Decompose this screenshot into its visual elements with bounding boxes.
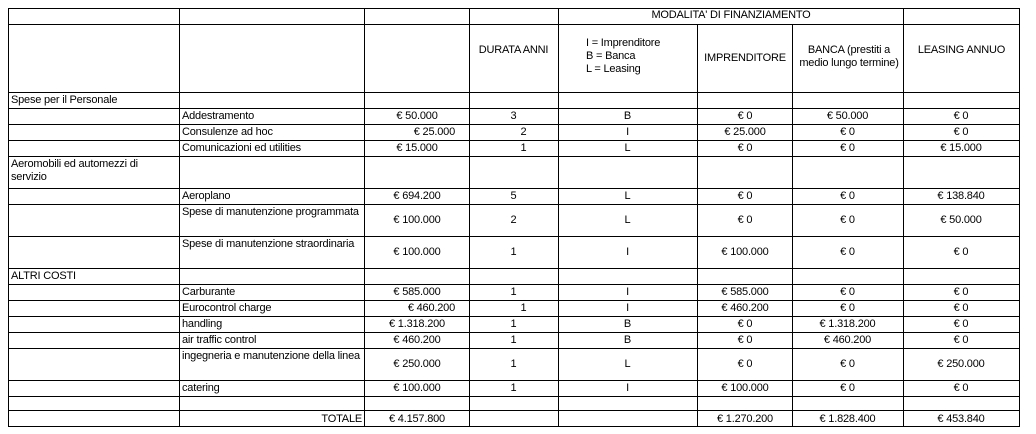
header-legend: [586, 37, 660, 76]
grid-line: [8, 92, 1020, 93]
item-mode: I: [626, 286, 629, 298]
item-imprenditore: € 100.000: [721, 246, 769, 258]
grid-line: [8, 332, 1020, 333]
item-name: Addestramento: [182, 110, 254, 122]
item-years: 1: [520, 142, 527, 154]
item-years: 1: [510, 334, 517, 346]
item-imprenditore: € 0: [737, 334, 753, 346]
item-imprenditore: € 0: [737, 318, 753, 330]
grid-line: [8, 108, 1020, 109]
item-imprenditore: € 0: [737, 110, 753, 122]
grid-line: [8, 426, 1020, 427]
section-aeromobili: Aeromobili ed automezzi di servizio: [11, 158, 138, 183]
grid-line: [8, 316, 1020, 317]
item-leasing: € 0: [953, 318, 969, 330]
grid-line: [8, 300, 1020, 301]
item-leasing: € 0: [953, 126, 969, 138]
spreadsheet: [8, 8, 1020, 434]
item-years: 1: [510, 358, 517, 370]
grid-line: [8, 124, 1020, 125]
item-banca: € 0: [840, 126, 855, 138]
item-mode: B: [623, 110, 632, 122]
item-name: Spese di manutenzione programmata: [182, 206, 359, 218]
item-leasing: € 15.000: [940, 142, 982, 154]
item-banca: € 0: [840, 214, 855, 226]
header-banca: BANCA (prestiti a medio lungo termine): [799, 44, 899, 69]
item-years: 3: [510, 110, 517, 122]
item-mode: B: [623, 318, 632, 330]
item-banca: € 0: [840, 382, 855, 394]
item-imprenditore: € 100.000: [721, 382, 769, 394]
header-durata: DURATA ANNI: [478, 44, 549, 56]
item-leasing: € 0: [953, 110, 969, 122]
item-cost: € 25.000: [413, 126, 455, 138]
header-leasing: LEASING ANNUO: [917, 44, 1006, 56]
item-name: Consulenze ad hoc: [182, 126, 273, 138]
item-cost: € 15.000: [396, 142, 438, 154]
item-banca: € 460.200: [823, 334, 872, 346]
grid-line: [179, 8, 180, 426]
item-leasing: € 0: [953, 302, 969, 314]
item-cost: € 694.200: [393, 190, 441, 202]
total-cost: € 4.157.800: [389, 413, 445, 425]
item-banca: € 0: [840, 286, 855, 298]
item-name: handling: [182, 318, 222, 330]
item-name: catering: [182, 382, 220, 394]
item-cost: € 250.000: [393, 358, 441, 370]
item-leasing: € 138.840: [937, 190, 985, 202]
item-mode: B: [623, 334, 632, 346]
item-cost: € 100.000: [393, 246, 441, 258]
total-banca: € 1.828.400: [819, 413, 876, 425]
item-years: 2: [520, 126, 527, 138]
item-years: 1: [510, 286, 517, 298]
item-years: 2: [510, 214, 517, 226]
grid-line: [1019, 8, 1020, 426]
legend-line: I = Imprenditore: [586, 37, 661, 49]
item-mode: I: [626, 382, 629, 394]
item-imprenditore: € 0: [737, 142, 753, 154]
item-imprenditore: € 25.000: [724, 126, 766, 138]
item-years: 5: [510, 190, 517, 202]
item-imprenditore: € 0: [737, 358, 753, 370]
grid-line: [8, 268, 1020, 269]
legend-line: B = Banca: [586, 50, 636, 62]
grid-line: [8, 24, 1020, 25]
grid-line: [8, 204, 1020, 205]
item-banca: € 0: [840, 142, 855, 154]
section-altri: ALTRI COSTI: [11, 270, 76, 282]
item-years: 1: [510, 246, 517, 258]
item-cost: € 50.000: [396, 110, 438, 122]
total-label: TOTALE: [321, 413, 362, 425]
grid-line: [8, 236, 1020, 237]
grid-line: [8, 188, 1020, 189]
grid-line: [8, 396, 1020, 397]
item-cost: € 460.200: [393, 334, 441, 346]
item-name: air traffic control: [182, 334, 257, 346]
item-leasing: € 50.000: [940, 214, 982, 226]
grid-line: [8, 8, 9, 426]
item-banca: € 50.000: [826, 110, 869, 122]
item-mode: I: [626, 126, 629, 138]
item-mode: I: [626, 302, 629, 314]
item-leasing: € 0: [953, 382, 969, 394]
item-years: 1: [510, 382, 517, 394]
item-name: ingegneria e manutenzione della linea: [182, 350, 360, 362]
item-banca: € 0: [840, 302, 855, 314]
grid-line: [8, 140, 1020, 141]
item-leasing: € 0: [953, 286, 969, 298]
item-mode: L: [624, 190, 631, 202]
total-leasing: € 453.840: [937, 413, 985, 425]
section-personale: Spese per il Personale: [11, 94, 118, 106]
item-name: Eurocontrol charge: [182, 302, 272, 314]
item-cost: € 585.000: [393, 286, 441, 298]
grid-line: [8, 348, 1020, 349]
grid-line: [8, 156, 1020, 157]
item-imprenditore: € 0: [737, 190, 753, 202]
item-imprenditore: € 0: [737, 214, 753, 226]
item-mode: L: [624, 214, 631, 226]
legend-line: L = Leasing: [586, 63, 641, 75]
item-imprenditore: € 460.200: [721, 302, 769, 314]
item-imprenditore: € 585.000: [721, 286, 769, 298]
grid-line: [8, 380, 1020, 381]
item-leasing: € 250.000: [937, 358, 985, 370]
grid-line: [8, 410, 1020, 411]
item-years: 1: [520, 302, 527, 314]
total-imprenditore: € 1.270.200: [717, 413, 773, 425]
header-imprenditore: IMPRENDITORE: [704, 52, 786, 64]
item-banca: € 0: [840, 246, 855, 258]
item-cost: € 460.200: [407, 302, 455, 314]
grid-line: [8, 284, 1020, 285]
item-mode: I: [626, 246, 629, 258]
header-modalita: MODALITA' DI FINANZIAMENTO: [651, 9, 811, 21]
item-years: 1: [510, 318, 517, 330]
item-banca: € 1.318.200: [819, 318, 876, 330]
item-banca: € 0: [840, 358, 855, 370]
item-leasing: € 0: [953, 334, 969, 346]
item-name: Aeroplano: [182, 190, 231, 202]
item-mode: L: [624, 142, 631, 154]
item-name: Comunicazioni ed utilities: [182, 142, 301, 154]
item-cost: € 100.000: [393, 382, 441, 394]
item-banca: € 0: [840, 190, 855, 202]
item-name: Spese di manutenzione straordinaria: [182, 238, 355, 250]
item-leasing: € 0: [953, 246, 969, 258]
item-mode: L: [624, 358, 631, 370]
item-name: Carburante: [182, 286, 236, 298]
item-cost: € 100.000: [393, 214, 441, 226]
item-cost: € 1.318.200: [389, 318, 445, 330]
